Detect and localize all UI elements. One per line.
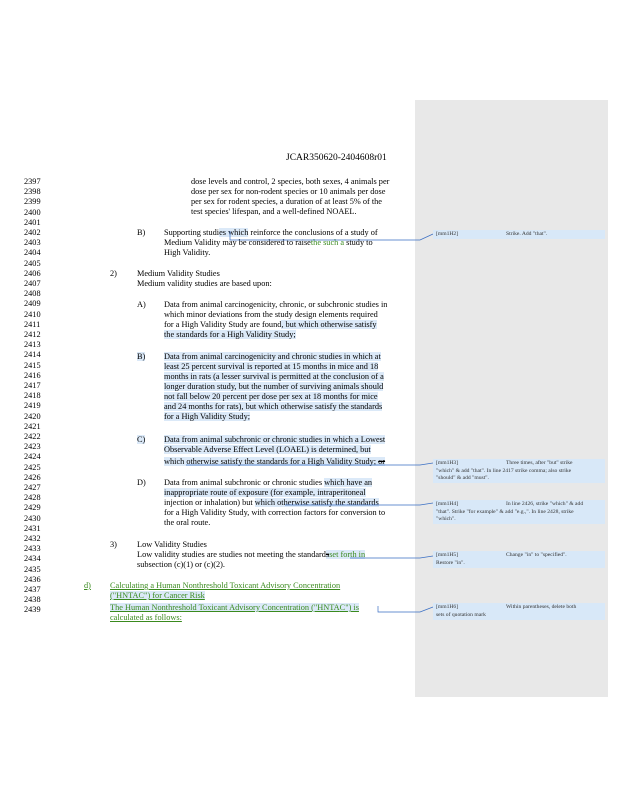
- comment-balloon[interactable]: [433, 230, 605, 239]
- line-number: 2398: [24, 187, 41, 197]
- page-header: JCAR350620-2404608r01: [286, 153, 387, 163]
- line-number: 2417: [24, 381, 41, 390]
- line-number: 2402: [24, 228, 41, 237]
- line-number: 2403: [24, 238, 41, 248]
- commented-text[interactable]: otherwise satisfy the standards for a High Validity Study;: [184, 457, 379, 466]
- commented-text[interactable]: longer duration study, but the number of surviving animals should: [164, 382, 384, 391]
- comment-balloon[interactable]: [433, 459, 605, 483]
- commented-text[interactable]: which have an: [324, 478, 373, 487]
- body-line-2402: [164, 228, 378, 238]
- section-intro-medium: Medium validity studies are based upon:: [137, 279, 272, 288]
- commented-text[interactable]: inappropriate route of exposure (for example, intraperitoneal: [164, 488, 366, 497]
- section-label-d: d): [84, 581, 91, 590]
- body-line-2433: [137, 550, 365, 560]
- comment-text: "which".: [436, 516, 456, 522]
- line-number: 2437: [24, 585, 41, 594]
- comment-text: Change "in" to "specified".: [506, 552, 567, 558]
- section-title-low: Low Validity Studies: [137, 540, 207, 549]
- deleted-text[interactable]: or: [378, 457, 386, 466]
- line-number: 2426: [24, 472, 41, 482]
- body-line-2403: [164, 238, 373, 248]
- text-run: Medium Validity may be considered to raise: [164, 238, 311, 247]
- body-line-2400: test species' lifespan, and a well-defined NOAEL.: [191, 207, 357, 216]
- section-number-2: 2): [110, 269, 117, 278]
- body-line-2422: [164, 435, 385, 445]
- line-number: 2401: [24, 217, 41, 227]
- line-number: 2400: [24, 207, 41, 217]
- line-number: 2399: [24, 197, 41, 207]
- line-number: 2421: [24, 421, 41, 431]
- line-number: 2434: [24, 554, 41, 564]
- body-line-2423: [164, 445, 371, 455]
- line-number: 2405: [24, 258, 41, 268]
- line-number: 2414: [24, 350, 41, 360]
- section-title-medium: Medium Validity Studies: [137, 269, 220, 278]
- body-line-2416: [164, 372, 384, 382]
- commented-text[interactable]: which otherwise satisfy the standards: [254, 498, 379, 507]
- comment-author: [mm1H5]: [436, 552, 459, 558]
- body-line-2404: High Validity.: [164, 248, 211, 257]
- comment-author: [mm1H4]: [436, 501, 459, 507]
- line-number: 2422: [24, 432, 41, 441]
- item-label-d: D): [137, 478, 146, 487]
- line-number: 2428: [24, 493, 41, 503]
- commented-text[interactable]: Data from animal subchronic or chronic studies in which a Lowest: [164, 435, 386, 444]
- comment-balloon[interactable]: [433, 551, 605, 568]
- body-line-2410: which minor deviations from the study design elements required: [164, 310, 378, 319]
- inserted-heading-line-2: [110, 591, 205, 601]
- line-number: 2429: [24, 503, 41, 513]
- inserted-body-line-2439: calculated as follows:: [110, 613, 182, 622]
- line-number: 2419: [24, 401, 41, 411]
- line-number: 2397: [24, 177, 41, 186]
- text-run: Low validity studies are studies not meeting the standard: [137, 550, 326, 559]
- inserted-body-line-2438: [110, 603, 359, 613]
- body-line-2426: [164, 478, 372, 488]
- body-line-2424: [164, 457, 385, 467]
- body-line-2411: [164, 320, 377, 330]
- text-run: Data from animal subchronic or chronic studies: [164, 478, 325, 487]
- body-line-2418: [164, 392, 378, 402]
- body-line-2414: [164, 352, 381, 362]
- comment-text: Within parentheses, delete both: [506, 604, 577, 610]
- line-number: 2409: [24, 299, 41, 309]
- line-number: 2406: [24, 268, 41, 278]
- line-number: 2420: [24, 411, 41, 421]
- line-number: 2427: [24, 483, 41, 492]
- body-line-2434: subsection (c)(1) or (c)(2).: [137, 560, 226, 569]
- commented-text[interactable]: Observable Adverse Effect Level (LOAEL) is determined, but: [164, 445, 371, 454]
- body-line-2419: [164, 402, 382, 412]
- line-number: 2425: [24, 462, 41, 472]
- comment-author: [mm1H3]: [436, 460, 459, 466]
- commented-text[interactable]: least 25 percent survival is reported at 15 months in mice and 18: [164, 362, 379, 371]
- item-label-a: A): [137, 300, 146, 309]
- commented-text[interactable]: B): [137, 352, 146, 361]
- commented-text[interactable]: Data from animal carcinogenicity and chronic studies in which at: [164, 352, 381, 361]
- body-line-2427: [164, 488, 366, 498]
- commented-text[interactable]: ("HNTAC") for Cancer Risk: [110, 591, 205, 600]
- body-line-2415: [164, 362, 378, 372]
- body-line-2397: dose levels and control, 2 species, both sexes, 4 animals per: [191, 177, 390, 186]
- item-label-b2: [137, 352, 145, 362]
- line-number: 2410: [24, 309, 41, 319]
- body-line-2430: the oral route.: [164, 518, 211, 527]
- comment-text: Strike. Add "that".: [506, 231, 548, 237]
- body-line-2429: for a High Validity Study, with correction factors for conversion to: [164, 508, 386, 517]
- text-run: reinforce the conclusions of a study of: [248, 228, 378, 237]
- line-number: 2413: [24, 340, 41, 350]
- text-run: injection or inhalation) but: [164, 498, 255, 507]
- comment-text: Restore "in".: [436, 559, 465, 566]
- section-number-3: 3): [110, 540, 117, 549]
- line-number: 2407: [24, 279, 41, 288]
- comment-author: [mm1H2]: [436, 231, 459, 237]
- commented-text[interactable]: which: [164, 457, 185, 466]
- line-number: 2430: [24, 513, 41, 523]
- line-number: 2411: [24, 319, 41, 329]
- line-number: 2435: [24, 564, 41, 574]
- body-line-2428: [164, 498, 379, 508]
- commented-text[interactable]: months in rats (a lesser survival is permitted at the conclusion of a: [164, 372, 384, 381]
- line-number: 2439: [24, 605, 41, 615]
- line-number: 2415: [24, 360, 41, 370]
- item-label-b: B): [137, 228, 146, 237]
- commented-text[interactable]: not fall below 20 percent per dose per sex at 18 months for mice: [164, 392, 378, 401]
- text-run: study to: [344, 238, 373, 247]
- comment-text: "should" & add "must".: [436, 475, 489, 481]
- line-number: 2416: [24, 370, 41, 380]
- inserted-heading-line-1: Calculating a Human Nonthreshold Toxicant Advisory Concentration: [110, 581, 341, 590]
- body-line-2417: [164, 382, 383, 392]
- inserted-text[interactable]: set forth in: [329, 550, 366, 559]
- line-number: 2423: [24, 442, 41, 452]
- line-number: 2433: [24, 544, 41, 554]
- commented-text[interactable]: C): [137, 435, 146, 444]
- body-line-2398: dose per sex for non-rodent species or 10 animals per dose: [191, 187, 386, 196]
- deleted-text[interactable]: s: [325, 550, 330, 559]
- commented-text[interactable]: , but which otherwise satisfy: [281, 320, 377, 329]
- line-number: 2408: [24, 289, 41, 299]
- inserted-text[interactable]: the such a: [310, 238, 345, 247]
- body-line-2412: [164, 330, 296, 340]
- commented-text[interactable]: the standards for a High Validity Study;: [164, 330, 296, 339]
- commented-text[interactable]: and 24 months for rats), but which otherwise satisfy the standards: [164, 402, 383, 411]
- comment-balloon[interactable]: [433, 603, 605, 620]
- line-number: 2418: [24, 391, 41, 401]
- text-run: Supporting studi: [164, 228, 220, 237]
- commented-text[interactable]: es which: [219, 228, 249, 237]
- text-run: for a High Validity Study are found: [164, 320, 282, 329]
- line-number: 2438: [24, 595, 41, 605]
- comment-author: [mm1H6]: [436, 604, 459, 610]
- line-number: 2432: [24, 534, 41, 543]
- commented-text[interactable]: for a High Validity Study;: [164, 412, 251, 421]
- commented-text[interactable]: C") is: [339, 603, 359, 612]
- body-line-2409: Data from animal carcinogenicity, chronic, or subchronic studies in: [164, 300, 388, 309]
- comment-text: sets of quotation mark: [436, 611, 486, 618]
- line-number: 2436: [24, 574, 41, 584]
- comment-text: "which" & add "that". In line 2417 strike comma; also strike: [436, 467, 572, 474]
- line-number: 2431: [24, 523, 41, 533]
- item-label-c: [137, 435, 145, 445]
- comment-text: Three times, after "but" strike: [506, 460, 573, 466]
- commented-text[interactable]: The Human Nonthreshold Toxicant Advisory Concentration ("HNTA: [110, 603, 340, 612]
- comment-text: "that". Strike "for example" & add "e.g.,". In line 2428, strike: [436, 508, 574, 515]
- line-number: 2424: [24, 452, 41, 462]
- line-number: 2404: [24, 248, 41, 258]
- body-line-2420: [164, 412, 250, 422]
- body-line-2399: per sex for rodent species, a duration of at least 5% of the: [191, 197, 382, 206]
- comment-text: In line 2426, strike "which" & add: [506, 501, 584, 507]
- line-number: 2412: [24, 330, 41, 339]
- comment-balloon[interactable]: [433, 500, 605, 524]
